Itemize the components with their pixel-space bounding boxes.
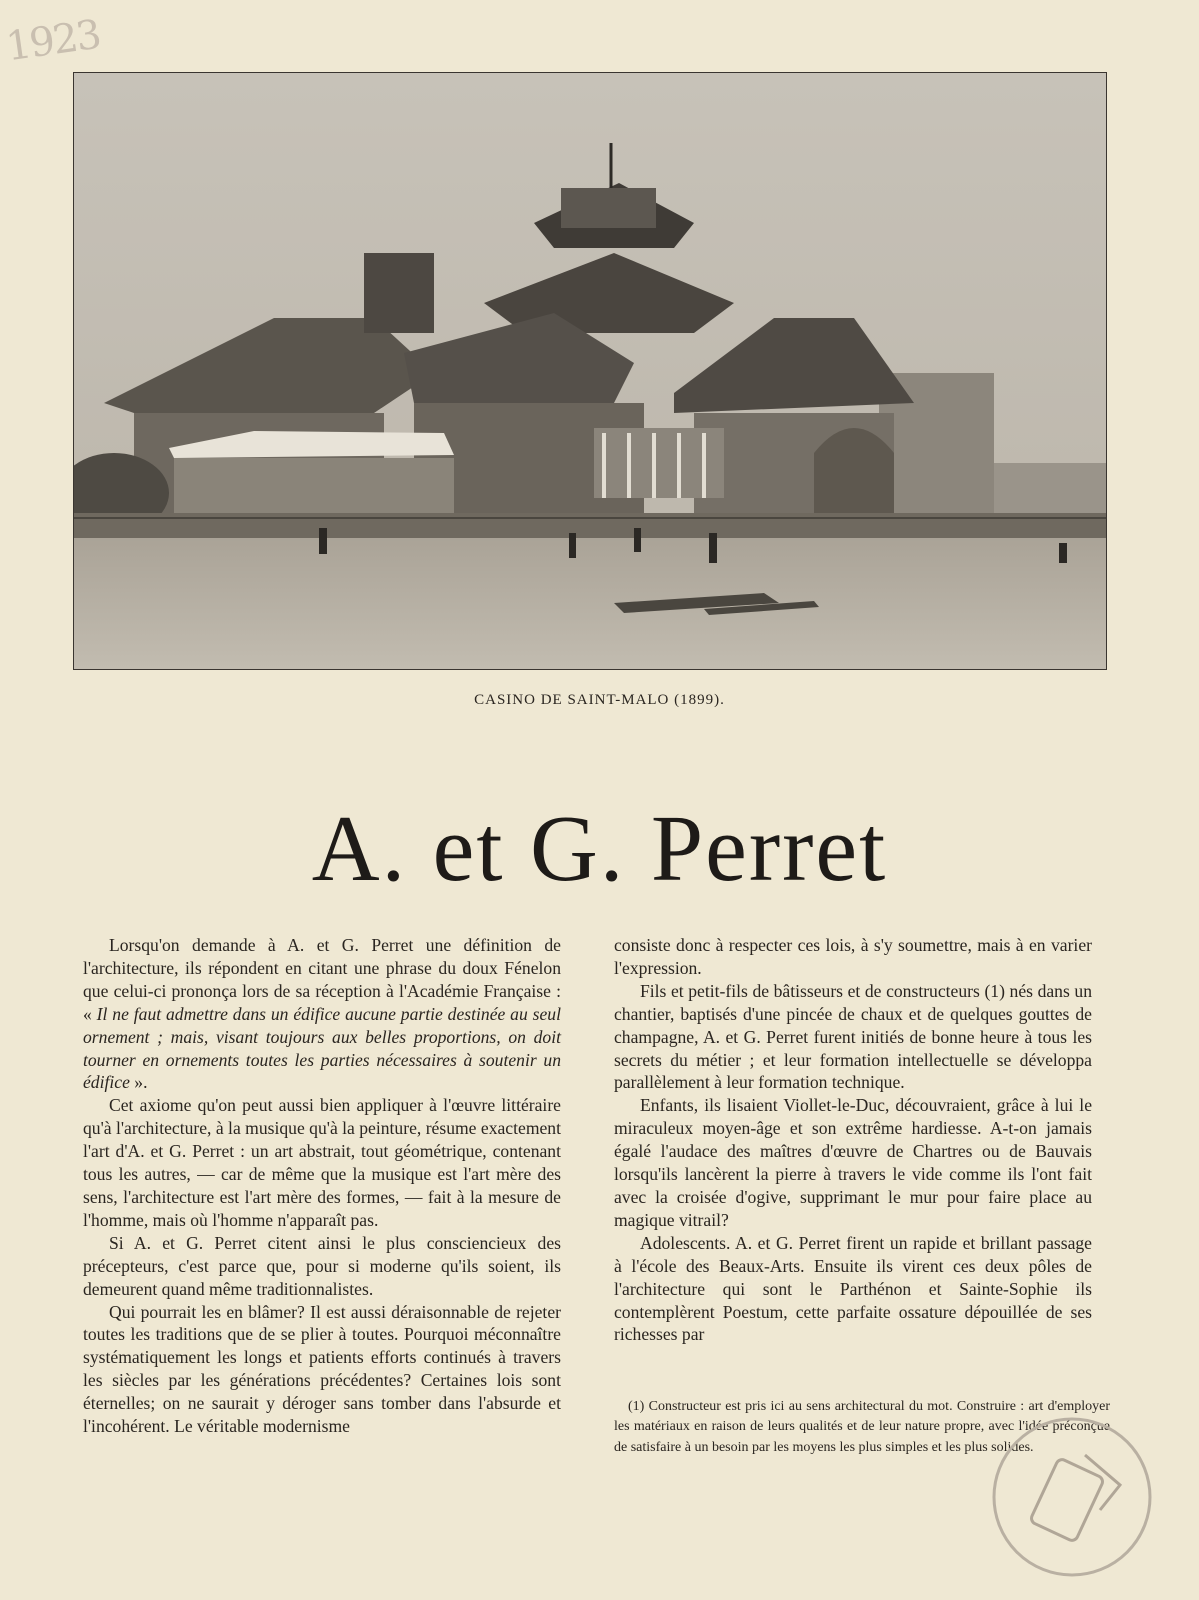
library-stamp-icon <box>990 1415 1155 1580</box>
paragraph-2: Cet axiome qu'on peut aussi bien appliquer à l'œuvre littéraire qu'à l'architecture, à la musique qu'à la peinture, résume exactement l'art d'A. et G. Perret : un art abstrait, tout géométrique, contenant tous les autres, — car de même que la musique est l'art mère des sens, l'architecture est l'art mère des formes, — fait à la mesure de l'homme, mais où l'homme n'apparaît pas. <box>83 1095 561 1230</box>
casino-photo-drawing <box>74 73 1106 669</box>
paragraph-1-text: Lorsqu'on demande à A. et G. Perret une définition de l'architecture, ils répondent en citant une phrase du doux Fénelon que celui-ci prononça lors de sa réception à l'Académie Française : « <box>83 935 561 1024</box>
paragraph-1-end: ». <box>129 1072 148 1093</box>
footnote-text: (1) Constructeur est pris ici au sens architectural du mot. Construire : art d'employer les matériaux en raison de leurs qualités et de leur nature propre, avec l'idée préconçue de satisfaire à un besoin par les moyens les plus simples et les plus solides. <box>614 1399 1110 1455</box>
casino-photo <box>73 72 1107 670</box>
article-title: A. et G. Perret <box>311 797 888 901</box>
right-column <box>614 934 1092 1346</box>
photo-caption: CASINO DE SAINT-MALO (1899). <box>474 692 725 708</box>
fenelon-quote: Il ne faut admettre dans un édifice aucune partie destinée au seul ornement ; mais, visant toujours aux belles proportions, on doit tourner en ornements toutes les parties nécessaires à soutenir un édifice <box>83 1003 561 1093</box>
paragraph-continuation: consiste donc à respecter ces lois, à s'y soumettre, mais à en varier l'expression. <box>614 935 1092 978</box>
left-column <box>83 934 561 1438</box>
paragraph-7: Adolescents. A. et G. Perret firent un rapide et brillant passage à l'école des Beaux-Arts. Ensuite ils virent ces deux pôles de l'architecture qui sont le Parthénon et Sainte-Sophie ils contemplèrent Poestum, cette parfaite ossature dépouillée de ses richesses par <box>614 1232 1092 1345</box>
paragraph-4: Qui pourrait les en blâmer? Il est aussi déraisonnable de rejeter toutes les traditions que de se plier à toutes. Pourquoi méconnaître systématiquement les longs et patients efforts continués à travers les siècles par les générations précédentes? Certaines lois sont éternelles; on ne saurait y déroger sans tomber dans l'absurde et l'incohérent. Le véritable modernisme <box>83 1301 561 1437</box>
paragraph-5: Fils et petit-fils de bâtisseurs et de constructeurs (1) nés dans un chantier, baptisés d'une pincée de chaux et de quelques gouttes de champagne, A. et G. Perret furent initiés de bonne heure à tous les secrets du métier ; et leur formation intellectuelle se développa parallèlement à leur formation technique. <box>614 980 1092 1093</box>
paragraph-3: Si A. et G. Perret citent ainsi le plus consciencieux des précepteurs, c'est parce que, pour si moderne qu'ils soient, ils demeurent quand même traditionnalistes. <box>83 1232 561 1299</box>
paragraph-1 <box>83 934 561 1094</box>
paragraph-6: Enfants, ils lisaient Viollet-le-Duc, découvraient, grâce à lui le miraculeux moyen-âge et son extrême hardiesse. A-t-on jamais égalé l'audace des maîtres d'œuvre de Chartres ou de Bauvais lorsqu'ils lancèrent la pierre à travers le vide comme ils l'ont fait avec la croisée d'ogive, supprimant le mur pour faire place au magique vitrail? <box>614 1095 1092 1230</box>
handwritten-year: 1923 <box>3 11 103 71</box>
